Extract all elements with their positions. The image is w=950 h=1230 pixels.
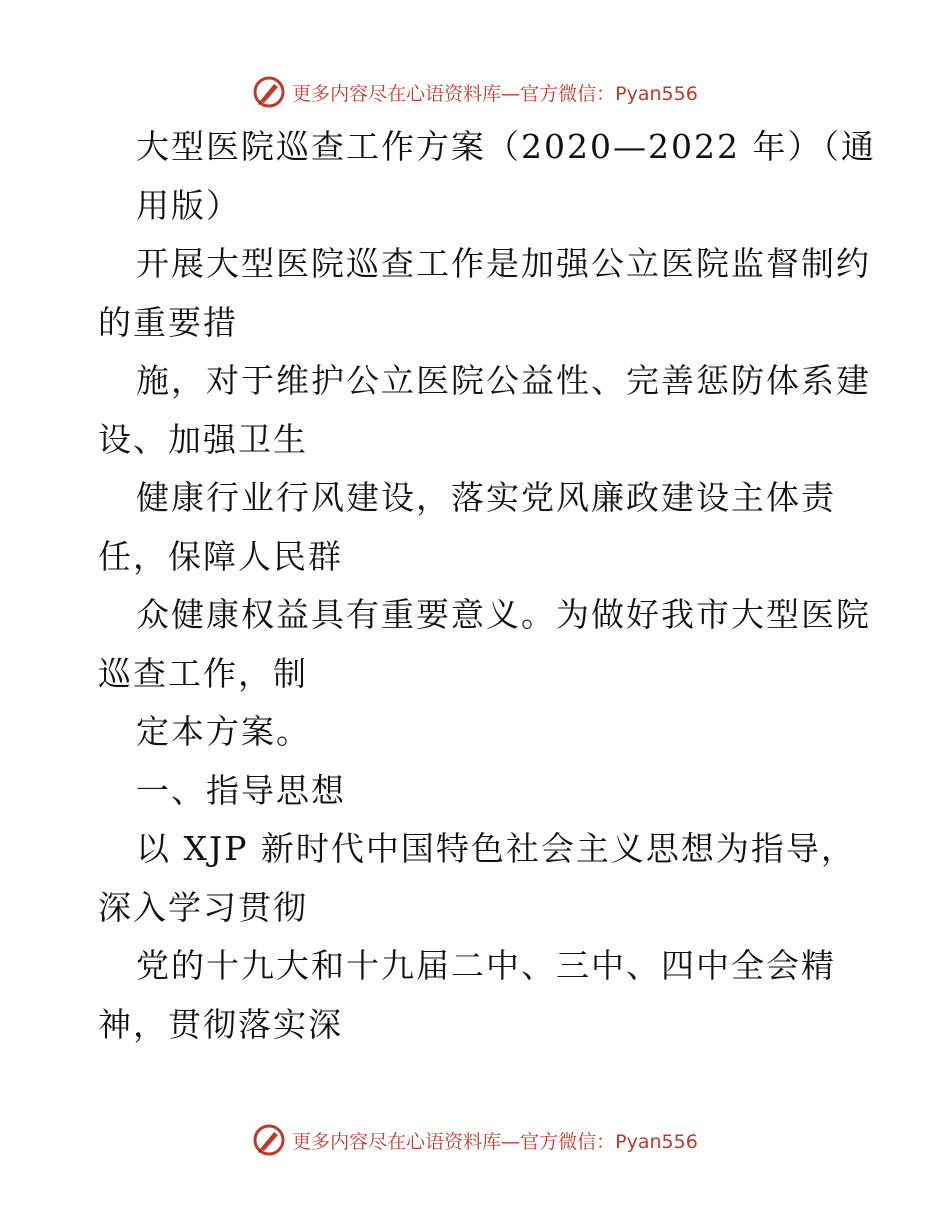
document-body <box>98 118 876 1054</box>
pen-logo-icon <box>252 1123 286 1157</box>
paragraph-line: 以 XJP 新时代中国特色社会主义思想为指导， <box>136 829 856 868</box>
section-heading: 一、指导思想 <box>136 770 346 810</box>
paragraph-line: 党的十九大和十九届二中、三中、四中全会精 <box>136 946 836 985</box>
paragraph-line: 健康行业行风建设，落实党风廉政建设主体责 <box>136 478 836 517</box>
paragraph-line: 的重要措 <box>98 302 238 342</box>
banner-text: 更多内容尽在心语资料库—官方微信：Pyan556 <box>292 82 698 105</box>
paragraph-line: 众健康权益具有重要意义。为做好我市大型医院 <box>136 595 871 634</box>
banner-text: 更多内容尽在心语资料库—官方微信：Pyan556 <box>292 1130 698 1153</box>
paragraph-line: 施，对于维护公立医院公益性、完善惩防体系建 <box>136 361 871 400</box>
header-banner <box>0 72 950 112</box>
footer-banner <box>0 1120 950 1160</box>
title-line-1: 大型医院巡查工作方案（2020—2022 年）（通 <box>136 127 876 166</box>
paragraph-line: 巡查工作，制 <box>98 653 308 693</box>
paragraph-line: 任，保障人民群 <box>98 536 343 576</box>
paragraph-line: 开展大型医院巡查工作是加强公立医院监督制约 <box>136 244 871 283</box>
title-line-2: 用版） <box>136 185 241 225</box>
pen-logo-icon <box>252 75 286 109</box>
paragraph-line: 定本方案。 <box>136 712 311 751</box>
paragraph-line: 深入学习贯彻 <box>98 887 308 927</box>
paragraph-line: 神，贯彻落实深 <box>98 1004 343 1044</box>
paragraph-line: 设、加强卫生 <box>98 419 308 459</box>
